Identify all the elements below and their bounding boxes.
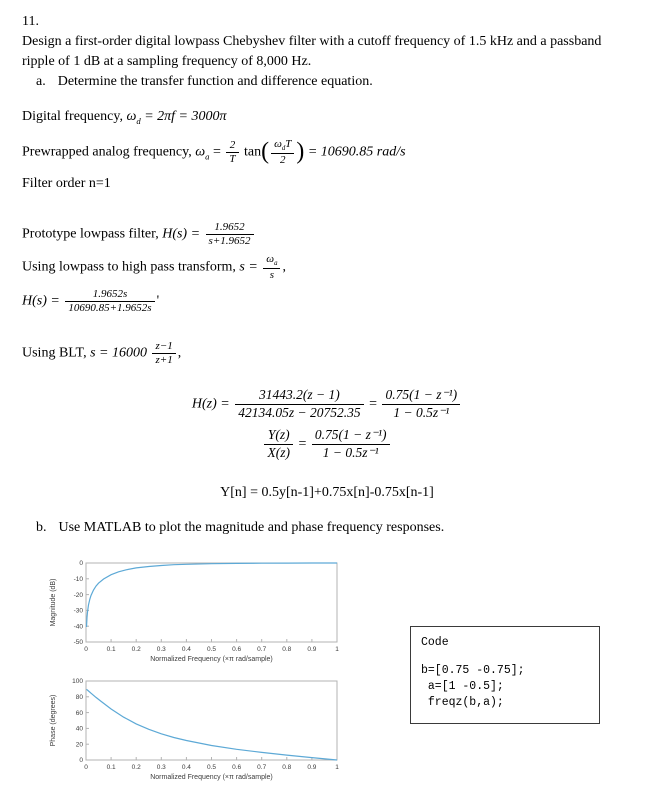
eq-yz-xz: [22, 427, 632, 462]
code-box: [410, 626, 600, 724]
axis-box: [86, 563, 337, 642]
eq-hs-transformed: [22, 288, 632, 314]
fraction-numerator: 1.9652: [206, 221, 254, 235]
x-tick-label: 0.3: [156, 646, 166, 654]
fraction-numerator: $\omega_dT$: [271, 138, 294, 154]
x-tick-label: 0.4: [181, 764, 191, 772]
y-tick-label: -20: [73, 591, 83, 599]
fraction-denominator: 1 − 0.5z⁻¹: [393, 404, 450, 420]
axis-box: [86, 681, 337, 760]
eq-lp-hp-transform: [22, 253, 632, 282]
x-tick-label: 0.9: [307, 764, 317, 772]
fraction-denominator: s+1.9652: [208, 234, 251, 247]
y-tick-label: 40: [75, 725, 83, 733]
x-tick-label: 1: [335, 646, 339, 654]
code-box-title: Code: [421, 636, 449, 650]
fraction: [226, 139, 238, 165]
x-tick-label: 0.6: [232, 764, 242, 772]
fraction: [152, 340, 175, 366]
x-tick-label: 0.5: [206, 646, 217, 654]
x-tick-label: 0.2: [131, 646, 141, 654]
y-axis-label: Magnitude (dB): [50, 578, 57, 627]
fraction-numerator: 0.75(1 − z⁻¹): [382, 387, 460, 405]
equals-sign: =: [298, 436, 310, 452]
eq-lhs: H(s) =: [162, 226, 204, 242]
x-tick-label: 0.7: [257, 764, 267, 772]
fraction-denominator: 2: [279, 153, 286, 166]
x-tick-label: 0.9: [307, 646, 317, 654]
magnitude-response-plot: [46, 558, 348, 670]
problem-number: 11.: [22, 14, 39, 29]
x-tick-label: 0.2: [131, 764, 141, 772]
fraction-denominator: z+1: [155, 354, 173, 366]
fraction: [271, 138, 294, 167]
y-tick-label: 0: [79, 757, 83, 765]
eq-label: Prototype lowpass filter,: [22, 226, 163, 242]
part-a-marker: a.: [36, 74, 46, 89]
equals-sign: =: [369, 396, 381, 412]
fraction-numerator: 2: [226, 139, 238, 153]
x-tick-label: 0.4: [181, 646, 191, 654]
fraction: [312, 427, 390, 462]
fraction: [206, 221, 254, 247]
y-tick-label: 20: [75, 741, 83, 749]
x-tick-label: 0.1: [106, 646, 116, 654]
x-tick-label: 0.1: [106, 764, 116, 772]
problem-statement: Design a first-order digital lowpass Chebyshev filter with a cutoff frequency of 1.5 kHz and a passband ripple of 1 dB at a sampling frequency of 8,000 Hz.: [22, 34, 602, 69]
phase-response-plot: [46, 676, 348, 788]
eq-rhs: = 2πf = 3000π: [140, 109, 227, 124]
response-curve: [87, 689, 338, 760]
fraction-numerator: 1.9652s: [65, 288, 154, 302]
y-tick-label: 80: [75, 694, 83, 702]
fraction-denominator: 10690.85+1.9652s: [68, 301, 152, 314]
x-tick-label: 0.7: [257, 646, 267, 654]
x-tick-label: 0.8: [282, 646, 292, 654]
eq-filter-order: Filter order n=1: [22, 176, 111, 192]
response-curve: [87, 563, 338, 627]
y-tick-label: 60: [75, 709, 83, 717]
code-line: freqz(b,a);: [421, 696, 504, 710]
fraction: [235, 387, 363, 422]
right-paren: ): [296, 138, 305, 165]
eq-prototype-filter: [22, 221, 632, 247]
eq-difference-equation: Y[n] = 0.5y[n-1]+0.75x[n]-0.75x[n-1]: [220, 485, 434, 501]
trailing-mark: ': [156, 293, 160, 309]
x-tick-label: 0.8: [282, 764, 292, 772]
part-a-text: Determine the transfer function and difference equation.: [57, 74, 373, 89]
eq-lhs: s = 16000: [90, 345, 151, 361]
part-b-marker: b.: [36, 520, 47, 536]
fraction-denominator: 42134.05z − 20752.35: [238, 404, 361, 420]
y-axis-label: Phase (degrees): [50, 694, 57, 747]
figures-section: [46, 558, 632, 794]
y-tick-label: -50: [73, 639, 83, 647]
fraction-numerator: 31443.2(z − 1): [235, 387, 363, 405]
fraction-denominator: T: [229, 152, 236, 165]
code-line: b=[0.75 -0.75];: [421, 664, 525, 678]
x-axis-label: Normalized Frequency (×π rad/sample): [150, 774, 273, 782]
omega-subscript: a: [205, 151, 210, 162]
y-tick-label: -40: [73, 623, 83, 631]
x-tick-label: 0.6: [232, 646, 242, 654]
equals-sign: =: [209, 144, 225, 160]
fraction-denominator: X(z): [267, 445, 290, 461]
x-tick-label: 1: [335, 764, 339, 772]
omega-symbol: ω: [195, 144, 206, 160]
fraction-numerator: z−1: [152, 340, 175, 354]
x-tick-label: 0: [84, 764, 88, 772]
eq-label: Digital frequency,: [22, 109, 127, 124]
x-tick-label: 0.3: [156, 764, 166, 772]
part-a: [36, 72, 632, 92]
part-b-text: Use MATLAB to plot the magnitude and phase frequency responses.: [58, 520, 445, 536]
trailing-comma: ,: [177, 345, 182, 361]
omega-subscript: d: [136, 115, 141, 126]
x-tick-label: 0: [84, 646, 88, 654]
x-axis-label: Normalized Frequency (×π rad/sample): [150, 656, 273, 664]
y-tick-label: 0: [79, 560, 83, 568]
eq-blt: [22, 340, 632, 366]
fraction-numerator: Y(z): [264, 427, 293, 445]
eq-lhs: s =: [239, 259, 262, 275]
left-paren: (: [261, 138, 270, 165]
eq-digital-frequency: [22, 106, 632, 132]
y-tick-label: 100: [72, 678, 83, 686]
fraction: [264, 427, 293, 462]
fraction-numerator: 0.75(1 − z⁻¹): [312, 427, 390, 445]
omega-symbol: ω: [126, 109, 137, 124]
eq-hz: [22, 387, 632, 422]
eq-lhs: H(s) =: [22, 293, 64, 309]
fraction: [382, 387, 460, 422]
fraction-numerator: $\omega_a$: [263, 253, 280, 269]
fraction: [65, 288, 154, 314]
eq-label: Prewrapped analog frequency,: [22, 144, 196, 160]
y-tick-label: -10: [73, 576, 83, 584]
x-tick-label: 0.5: [206, 764, 217, 772]
eq-result: = 10690.85 rad/s: [304, 144, 406, 160]
eq-prewrapped-frequency: [22, 138, 632, 167]
eq-label: Using BLT,: [22, 345, 91, 361]
charts-column: [46, 558, 348, 794]
part-b: [36, 518, 632, 538]
code-line: a=[1 -0.5];: [421, 680, 504, 694]
fraction: [263, 253, 280, 282]
eq-lhs: H(z) =: [191, 396, 234, 412]
fraction-denominator: 1 − 0.5z⁻¹: [322, 445, 379, 461]
fraction-denominator: s: [269, 269, 275, 282]
y-tick-label: -30: [73, 607, 83, 615]
tan-function: tan: [244, 144, 262, 160]
eq-label: Using lowpass to high pass transform,: [22, 259, 240, 275]
trailing-comma: ,: [282, 259, 286, 275]
